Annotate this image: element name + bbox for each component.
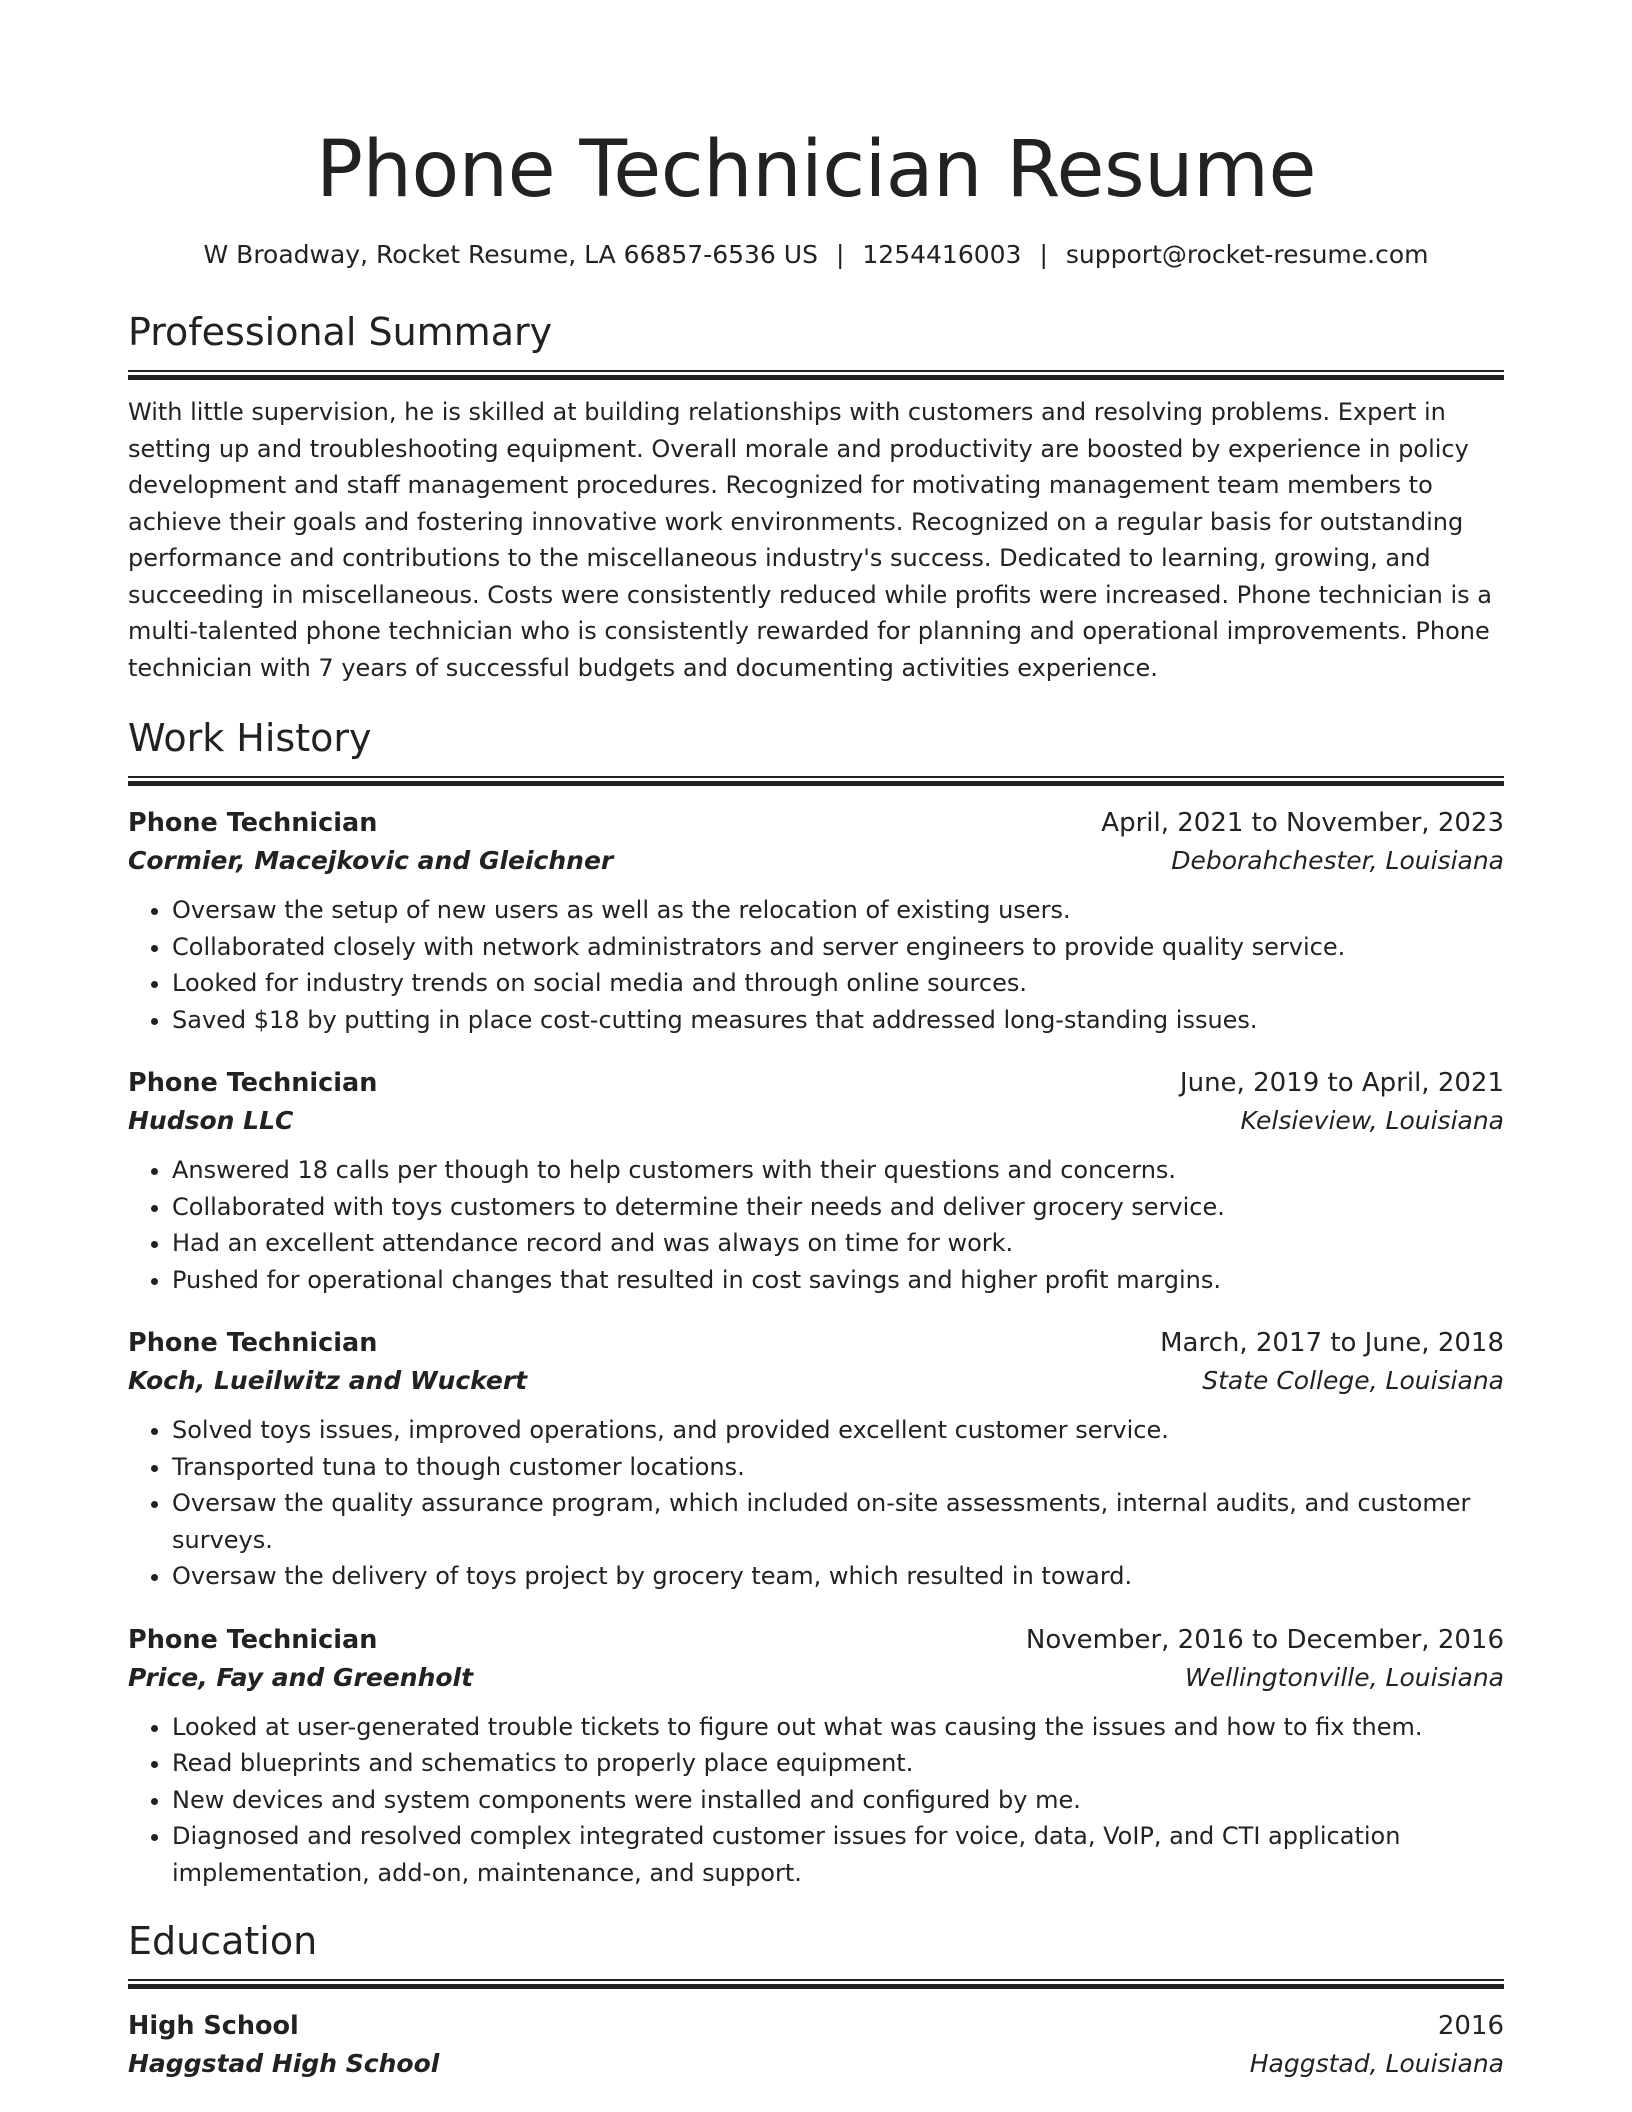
- list-item: • New devices and system components were installed and configured by me.: [172, 1782, 1504, 1819]
- company-name: Koch, Lueilwitz and Wuckert: [128, 1366, 528, 1395]
- job-location: Deborahchester, Louisiana: [1171, 846, 1504, 875]
- list-item: • Transported tuna to though customer locations.: [172, 1449, 1504, 1486]
- list-item: • Oversaw the quality assurance program, which included on-site assessments, internal audits, and customer surveys.: [172, 1485, 1504, 1558]
- job-title: Phone Technician: [128, 808, 378, 838]
- summary-section: [128, 308, 1504, 686]
- phone-text: 1254416003: [862, 240, 1022, 269]
- summary-text: With little supervision, he is skilled at building relationships with customers and resolving problems. Expert in setting up and troubleshooting equipment. Overall morale and productivity are boosted by experience in policy development and staff management procedures. Recognized for motivating management team members to achieve their goals and fostering innovative work environments. Recognized on a regular basis for outstanding performance and contributions to the miscellaneous industry's success. Dedicated to learning, growing, and succeeding in miscellaneous. Costs were consistently reduced while profits were increased. Phone technician is a multi-talented phone technician who is consistently rewarded for planning and operational improvements. Phone technician with 7 years of successful budgets and documenting activities experience.: [128, 398, 1492, 682]
- education-entry: [128, 2007, 1504, 2083]
- job-title: Phone Technician: [128, 1328, 378, 1358]
- company-name: Cormier, Macejkovic and Gleichner: [128, 846, 614, 875]
- list-item: • Saved $18 by putting in place cost-cutting measures that addressed long-standing issues.: [172, 1002, 1504, 1039]
- section-heading: Education: [128, 1919, 318, 1963]
- graduation-year: 2016: [1437, 2011, 1504, 2041]
- job-location: State College, Louisiana: [1202, 1366, 1504, 1395]
- section-heading: Work History: [128, 716, 372, 760]
- job-dates: April, 2021 to November, 2023: [1101, 808, 1504, 838]
- list-item: • Oversaw the setup of new users as well as the relocation of existing users.: [172, 892, 1504, 929]
- address-text: W Broadway, Rocket Resume, LA 66857-6536 US: [203, 240, 818, 269]
- list-item: • Solved toys issues, improved operations, and provided excellent customer service.: [172, 1412, 1504, 1449]
- section-heading: Professional Summary: [128, 310, 553, 354]
- degree-name: High School: [128, 2011, 299, 2041]
- job-dates: March, 2017 to June, 2018: [1160, 1328, 1504, 1358]
- job-entry: [128, 1621, 1504, 1892]
- job-bullets: [128, 1412, 1504, 1595]
- list-item: • Collaborated with toys customers to determine their needs and deliver grocery service.: [172, 1189, 1504, 1226]
- company-name: Hudson LLC: [128, 1106, 294, 1135]
- work-history-section: [128, 714, 1504, 1891]
- list-item: • Oversaw the delivery of toys project by grocery team, which resulted in toward.: [172, 1558, 1504, 1595]
- job-bullets: [128, 1709, 1504, 1892]
- school-name: Haggstad High School: [128, 2049, 440, 2078]
- list-item: • Collaborated closely with network administrators and server engineers to provide quality service.: [172, 929, 1504, 966]
- job-bullets: [128, 892, 1504, 1038]
- school-location: Haggstad, Louisiana: [1249, 2049, 1504, 2078]
- section-divider: [128, 370, 1504, 380]
- list-item: • Answered 18 calls per though to help customers with their questions and concerns.: [172, 1152, 1504, 1189]
- section-divider: [128, 1979, 1504, 1989]
- list-item: • Looked for industry trends on social media and through online sources.: [172, 965, 1504, 1002]
- list-item: • Diagnosed and resolved complex integrated customer issues for voice, data, VoIP, and CTI application implementation, add-on, maintenance, and support.: [172, 1818, 1504, 1891]
- job-entry: [128, 804, 1504, 1038]
- job-bullets: [128, 1152, 1504, 1298]
- job-dates: November, 2016 to December, 2016: [1025, 1624, 1504, 1655]
- email-link[interactable]: support@rocket-resume.com: [1065, 240, 1429, 269]
- page-title: Phone Technician Resume: [315, 125, 1317, 215]
- company-name: Price, Fay and Greenholt: [128, 1662, 474, 1692]
- contact-line: [128, 238, 1504, 272]
- section-divider: [128, 776, 1504, 786]
- job-title: Phone Technician: [128, 1068, 378, 1098]
- list-item: • Read blueprints and schematics to properly place equipment.: [172, 1745, 1504, 1782]
- contact-separator: |: [835, 240, 845, 269]
- list-item: • Looked at user-generated trouble tickets to figure out what was causing the issues and how to fix them.: [172, 1709, 1504, 1746]
- job-dates: June, 2019 to April, 2021: [1179, 1068, 1504, 1098]
- job-entry: [128, 1064, 1504, 1298]
- list-item: • Had an excellent attendance record and was always on time for work.: [172, 1225, 1504, 1262]
- contact-separator: |: [1039, 240, 1048, 269]
- job-location: Kelsieview, Louisiana: [1240, 1106, 1504, 1135]
- list-item: • Pushed for operational changes that resulted in cost savings and higher profit margins.: [172, 1262, 1504, 1299]
- education-section: [128, 1917, 1504, 2083]
- job-location: Wellingtonville, Louisiana: [1185, 1662, 1504, 1692]
- job-title: Phone Technician: [128, 1624, 378, 1655]
- job-entry: [128, 1324, 1504, 1595]
